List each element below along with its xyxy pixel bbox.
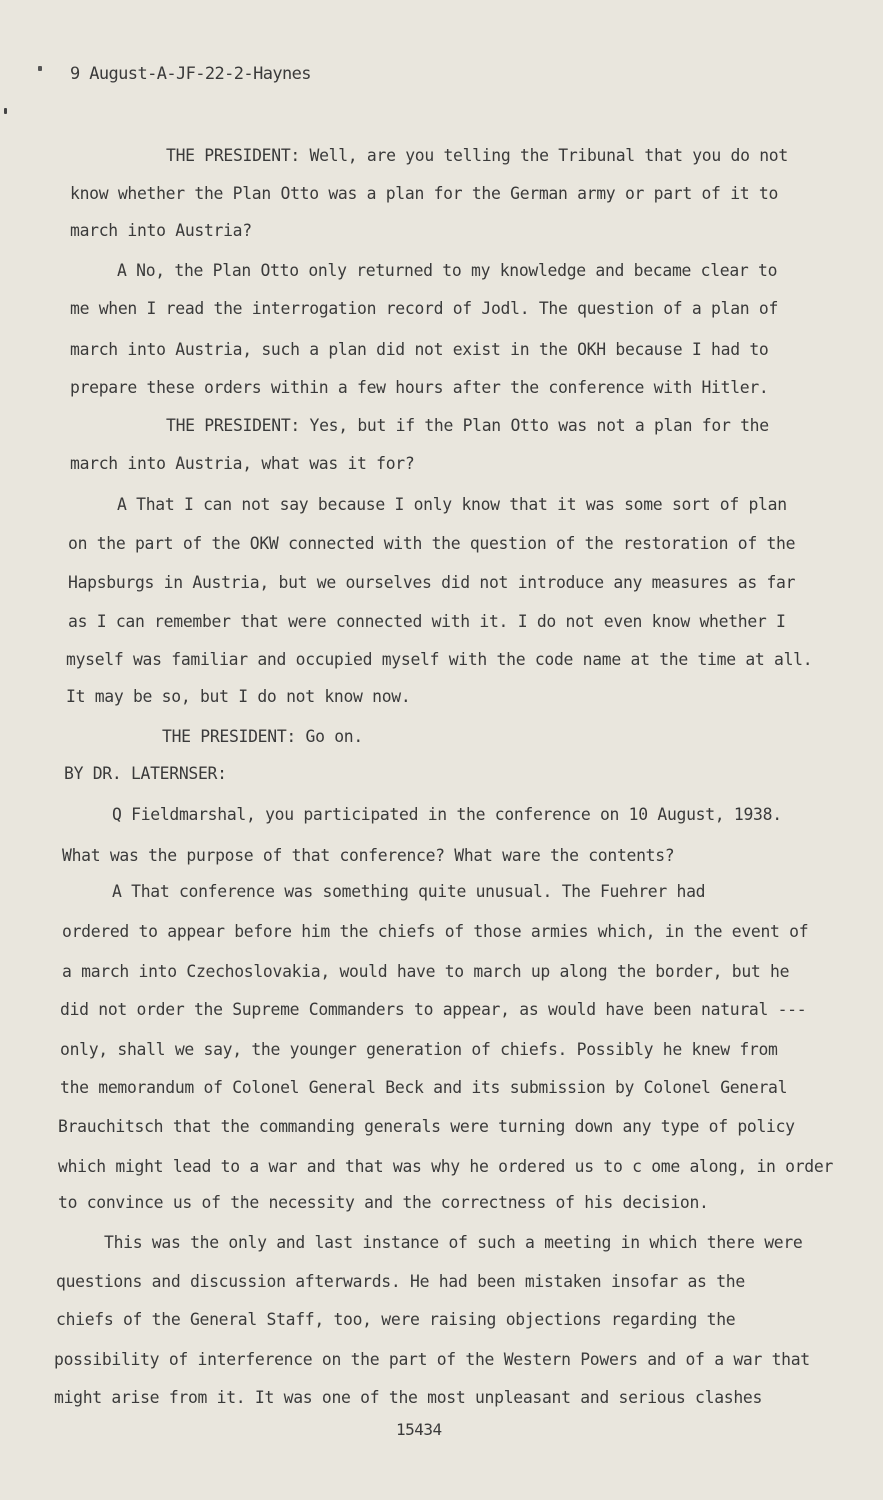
text-line: THE PRESIDENT: Yes, but if the Plan Otto was not a plan for the: [166, 416, 769, 435]
text-line: Q Fieldmarshal, you participated in the conference on 10 August, 1938.: [112, 805, 782, 824]
text-line: me when I read the interrogation record of Jodl. The question of a plan of: [70, 299, 779, 318]
text-line: march into Austria?: [70, 221, 252, 240]
page-header: 9 August-A-JF-22-2-Haynes: [70, 64, 311, 84]
text-line: A No, the Plan Otto only returned to my knowledge and became clear to: [117, 261, 778, 280]
text-line: prepare these orders within a few hours after the conference with Hitler.: [70, 378, 769, 397]
text-line: which might lead to a war and that was why he ordered us to c ome along, in order: [58, 1157, 834, 1176]
text-line: What was the purpose of that conference? What ware the contents?: [62, 846, 675, 865]
text-line: know whether the Plan Otto was a plan for the German army or part of it to: [70, 184, 779, 203]
text-line: possibility of interference on the part of the Western Powers and of a war that: [54, 1350, 810, 1369]
text-line: THE PRESIDENT: Well, are you telling the Tribunal that you do not: [166, 146, 788, 165]
text-line: A That I can not say because I only know that it was some sort of plan: [117, 495, 787, 514]
text-line: It may be so, but I do not know now.: [66, 687, 411, 706]
text-line: chiefs of the General Staff, too, were raising objections regarding the: [56, 1310, 736, 1329]
text-line: ordered to appear before him the chiefs of those armies which, in the event of: [62, 922, 809, 941]
text-line: A That conference was something quite unusual. The Fuehrer had: [112, 882, 706, 901]
text-line: only, shall we say, the younger generation of chiefs. Possibly he knew from: [60, 1040, 778, 1059]
text-line: the memorandum of Colonel General Beck and its submission by Colonel General: [60, 1078, 788, 1097]
text-line: to convince us of the necessity and the correctness of his decision.: [58, 1193, 709, 1212]
margin-mark: [4, 108, 7, 114]
text-line: Brauchitsch that the commanding generals were turning down any type of policy: [58, 1117, 795, 1136]
punch-mark: [38, 66, 42, 71]
text-line: as I can remember that were connected with it. I do not even know whether I: [68, 612, 786, 631]
text-line: on the part of the OKW connected with the question of the restoration of the: [68, 534, 796, 553]
text-line: Hapsburgs in Austria, but we ourselves did not introduce any measures as far: [68, 573, 796, 592]
text-line: questions and discussion afterwards. He had been mistaken insofar as the: [56, 1272, 745, 1291]
text-line: march into Austria, such a plan did not exist in the OKH because I had to: [70, 340, 769, 359]
text-line: march into Austria, what was it for?: [70, 454, 415, 473]
text-line: BY DR. LATERNSER:: [64, 764, 227, 783]
text-line: myself was familiar and occupied myself with the code name at the time at all.: [66, 650, 813, 669]
text-line: did not order the Supreme Commanders to appear, as would have been natural ---: [60, 1000, 807, 1019]
text-line: might arise from it. It was one of the most unpleasant and serious clashes: [54, 1388, 763, 1407]
text-line: THE PRESIDENT: Go on.: [162, 727, 363, 746]
text-line: This was the only and last instance of such a meeting in which there were: [104, 1233, 803, 1252]
page-number: 15434: [396, 1420, 442, 1439]
text-line: a march into Czechoslovakia, would have to march up along the border, but he: [62, 962, 790, 981]
